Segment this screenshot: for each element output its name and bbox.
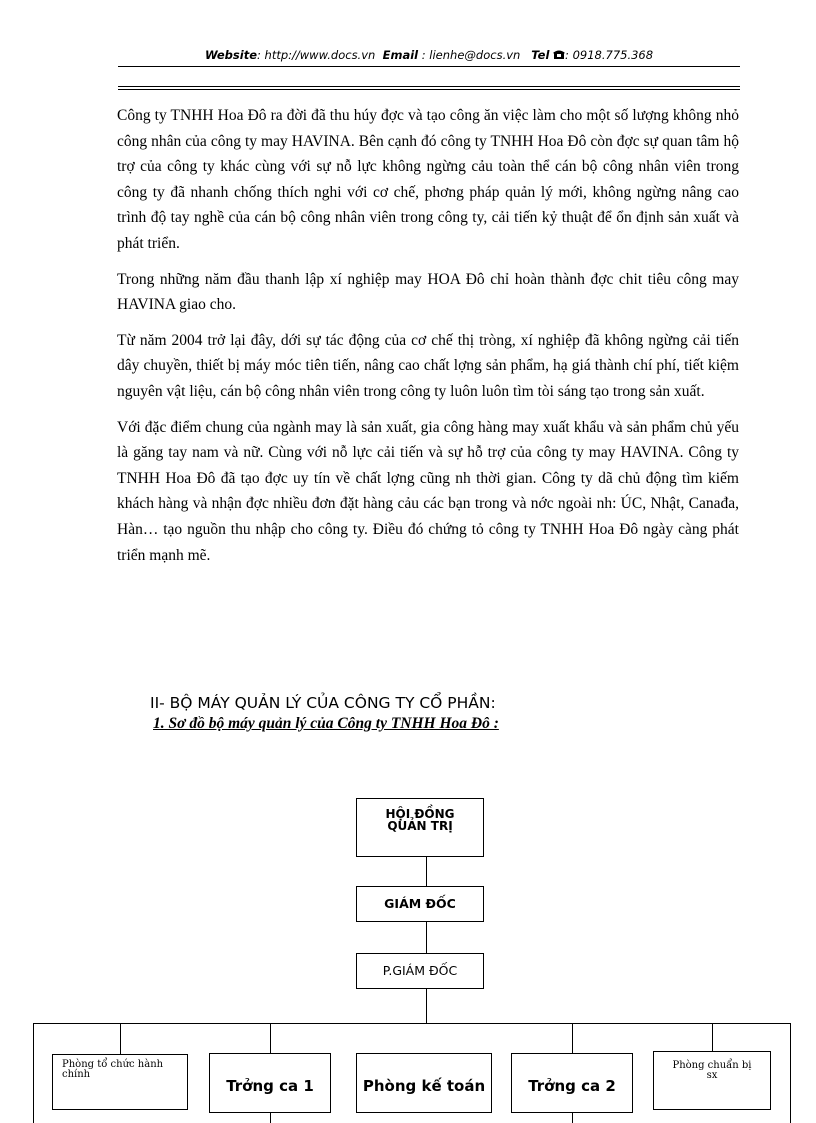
double-rule-top — [118, 86, 740, 87]
tel-label: Tel — [531, 48, 550, 62]
tel-value: : 0918.775.368 — [565, 48, 654, 62]
dept-accounting-label: Phòng kế toán — [362, 1077, 486, 1095]
page-header — [118, 48, 740, 63]
double-rule-bottom — [118, 89, 740, 90]
section-title: II- BỘ MÁY QUẢN LÝ CỦA CÔNG TY CỔ PHẦN: — [150, 694, 496, 712]
horizontal-bus — [33, 1023, 791, 1024]
dept-box-admin — [52, 1054, 188, 1110]
drop-dept-4 — [572, 1023, 573, 1053]
header-rule — [118, 66, 740, 67]
dept-box-accounting — [356, 1053, 492, 1113]
email-value[interactable]: : lienhe@docs.vn — [418, 48, 521, 62]
connector-director-deputy — [426, 922, 427, 953]
stub-dept-4 — [572, 1113, 573, 1123]
left-border-line — [33, 1023, 34, 1123]
paragraph-1: Công ty TNHH Hoa Đô ra đời đã thu húy đợc và tạo công ăn việc làm cho một số lượng không nhỏ công nhân của công ty may HAVINA. Bên cạnh đó công ty TNHH Hoa Đô còn đợc sự quan tâm hộ trợ của công ty khác cùng với sự nỗ lực không ngừng cảu toàn thể cán bộ công nhân viên trong công ty đã nhanh chống thích nghi với cơ chế, phơng pháp quản lý mới, không ngừng nâng cao trình độ tay nghề của cán bộ công nhân viên trong công ty, cải tiến kỷ thuật để ổn định sản xuất và phát triển. — [117, 107, 739, 252]
paragraph-4: Với đặc điểm chung của ngành may là sản xuất, gia công hàng may xuất khẩu và sản phẩm chủ yếu là găng tay nam và nữ. Cùng với nỗ lực cải tiến và sự hỗ trợ của công ty may HAVINA. Công ty TNHH Hoa Đô đã tạo đợc uy tín về chất lợng cũng nh thời gian. Công ty dã chủ động tìm kiếm khách hàng và nhận đợc nhiều đơn đặt hàng cảu các bạn trong và nớc ngoài nh: ÚC, Nhật, Canađa, Hàn… tạo nguồn thu nhập cho công ty. Điều đó chứng tỏ công ty TNHH Hoa Đô ngày càng phát triển mạnh mẽ. — [117, 418, 739, 564]
paragraph-2: Trong những năm đầu thanh lập xí nghiệp may HOA Đô chỉ hoàn thành đợc chit tiêu công may HAVINA giao cho. — [117, 270, 739, 314]
connector-deputy-bus — [426, 989, 427, 1023]
dept-box-shift-1 — [209, 1053, 331, 1113]
dept-shift-2-label: Trởng ca 2 — [528, 1077, 616, 1095]
board-box — [356, 798, 484, 857]
deputy-director-box — [356, 953, 484, 989]
dept-shift-1-label: Trởng ca 1 — [226, 1077, 314, 1095]
website-label: Website — [204, 48, 258, 62]
board-label-line2: QUẢN TRỊ — [387, 819, 453, 833]
email-label: Email — [382, 48, 419, 62]
director-label: GIÁM ĐỐC — [384, 896, 456, 911]
paragraph-3: Từ năm 2004 trở lại đây, dới sự tác động của cơ chế thị tròng, xí nghiệp đã không ngừng cải tiến dây chuyền, thiết bị máy móc tiên tiến, nâng cao chất lợng sản phẩm, hạ giá thành chí phí, tiết kiệm nguyên vật liệu, cán bộ công nhân viên trong công ty luôn luôn tìm tòi sáng tạo trong sản xuất. — [117, 331, 739, 400]
dept-preparation-label: Phòng chuẩn bị sx — [672, 1060, 752, 1081]
dept-admin-label: Phòng tổ chức hành chính — [62, 1059, 164, 1080]
dept-box-shift-2 — [511, 1053, 633, 1113]
deputy-director-label: P.GIÁM ĐỐC — [382, 963, 458, 978]
director-box — [356, 886, 484, 922]
sub-title: 1. Sơ đồ bộ máy quản lý của Công ty TNHH Hoa Đô : — [153, 715, 499, 732]
board-label-line1: HỘI ĐỒNG — [385, 807, 455, 821]
drop-dept-2 — [270, 1023, 271, 1053]
right-border-line — [790, 1023, 791, 1123]
connector-board-director — [426, 857, 427, 886]
website-url[interactable]: : http://www.docs.vn — [257, 48, 376, 62]
dept-box-preparation — [653, 1051, 771, 1110]
drop-dept-1 — [120, 1023, 121, 1054]
phone-icon — [553, 49, 565, 63]
stub-dept-2 — [270, 1113, 271, 1123]
body-text — [117, 103, 739, 578]
drop-dept-5 — [712, 1023, 713, 1051]
